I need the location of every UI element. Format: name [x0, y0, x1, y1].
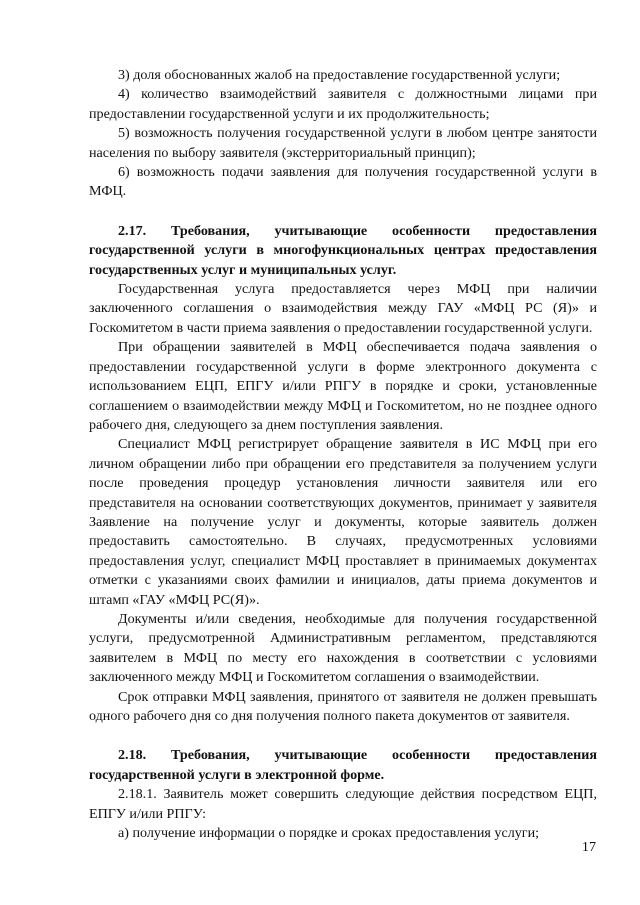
- spacer: [89, 202, 597, 222]
- paragraph: Специалист МФЦ регистрирует обращение заявителя в ИС МФЦ при его личном обращении либо при обращении его представителя за получением услуги после проведения процедур установления личности заявителя или его представителя на основании соответствующих документов, принимает у заявителя Заявление на получение услуг и документы, которые заявитель должен предоставить самостоятельно. В случаях, предусмотренных условиями предоставления услуг, специалист МФЦ проставляет в принимаемых документах отметки с указаниями своих фамилии и инициалов, даты приема документов и штамп «ГАУ «МФЦ РС(Я)».: [89, 436, 597, 608]
- paragraph: а) получение информации о порядке и сроках предоставления услуги;: [118, 825, 540, 842]
- spacer: [89, 726, 597, 746]
- paragraph: Срок отправки МФЦ заявления, принятого от заявителя не должен превышать одного рабочего дня со дня получения полного пакета документов от заявителя.: [89, 688, 597, 724]
- paragraph: 2.18.1. Заявитель может совершить следующие действия посредством ЕЦП, ЕПГУ и/или РПГУ:: [89, 786, 597, 822]
- paragraph: 3) доля обоснованных жалоб на предоставление государственной услуги;: [118, 67, 561, 83]
- paragraph: Государственная услуга предоставляется через МФЦ при наличии заключенного соглашения о взаимодействия между ГАУ «МФЦ РС (Я)» и Госкомитетом в части приема заявления о предоставлении государственной услуги.: [89, 281, 597, 336]
- section-heading-2-17: 2.17. Требования, учитывающие особенности предоставления государственной услуги в многофункциональных центрах предоставления государственных услуг и муниципальных услуг.: [89, 222, 597, 278]
- paragraph: 6) возможность подачи заявления для получения государственной услуги в МФЦ.: [89, 164, 597, 200]
- paragraph: 4) количество взаимодействий заявителя с должностными лицами при предоставлении государственной услуги и их продолжительность;: [89, 86, 597, 122]
- document-body: [89, 66, 597, 843]
- paragraph: 5) возможность получения государственной услуги в любом центре занятости населения по выбору заявителя (экстерриториальный принцип);: [89, 125, 597, 161]
- paragraph: Документы и/или сведения, необходимые для получения государственной услуги, предусмотренной Административным регламентом, представляются заявителем в МФЦ по месту его нахождения в соответствии с условиями заключенного между МФЦ и Госкомитетом соглашения о взаимодействии.: [89, 610, 597, 686]
- paragraph: При обращении заявителей в МФЦ обеспечивается подача заявления о предоставлении государственной услуги в форме электронного документа с использованием ЕЦП, ЕПГУ и/или РПГУ в порядке и сроки, установленные соглашением о взаимодействии между МФЦ и Госкомитетом, но не позднее одного рабочего дня, следующего за днем поступления заявления.: [89, 339, 597, 433]
- section-heading-2-18: 2.18. Требования, учитывающие особенности предоставления государственной услуги в электронной форме.: [89, 747, 597, 783]
- page-number: 17: [581, 839, 596, 855]
